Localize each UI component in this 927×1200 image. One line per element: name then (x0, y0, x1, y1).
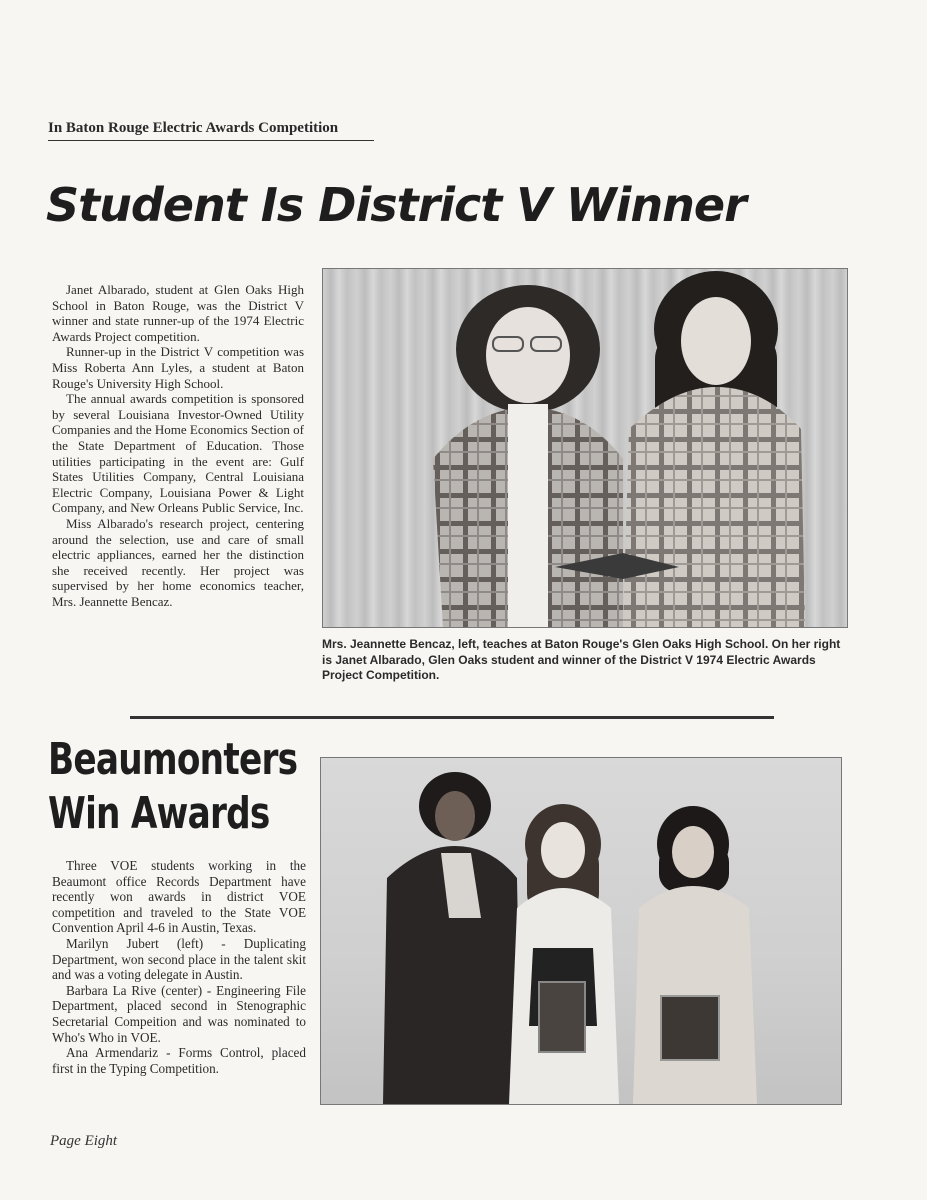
article2-paragraph: Barbara La Rive (center) - Engineering File Department, placed second in Stenographic Secretarial Compeition and was nominated to Who's Who in VOE. (52, 982, 306, 1045)
headline-line: Win Awards (48, 788, 270, 839)
article2-paragraph: Ana Armendariz - Forms Control, placed first in the Typing Competition. (52, 1045, 306, 1076)
photo1-caption: Mrs. Jeannette Bencaz, left, teaches at Baton Rouge's Glen Oaks High School. On her right is Janet Albarado, Glen Oaks student and winner of the District V 1974 Electric Awards Project Competition. (322, 637, 841, 682)
section-divider (130, 716, 774, 719)
photo-bencaz-albarado (322, 268, 848, 628)
article1-paragraph: Runner-up in the District V competition was Miss Roberta Ann Lyles, a student at Baton Rouge's University High School. (52, 344, 304, 391)
page-number: Page Eight (50, 1133, 118, 1149)
article2-paragraph: Marilyn Jubert (left) - Duplicating Department, won second place in the talent skit and was a voting delegate in Austin. (52, 935, 306, 983)
article1-paragraph: Janet Albarado, student at Glen Oaks High School in Baton Rouge, was the District V winner and state runner-up of the 1974 Electric Awards Project competition. (52, 282, 304, 344)
headline-student-winner: Student Is District V Winner (46, 178, 746, 232)
photo-voe-students (320, 757, 842, 1105)
headline-line: Beaumonters (48, 734, 298, 785)
photo-two-women-illustration (323, 269, 847, 627)
headline-beaumonters (48, 733, 297, 841)
article2-paragraph: Three VOE students working in the Beaumont office Records Department have recently won awards in district VOE competition and traveled to the State VOE Convention April 4-6 in Austin, Texas. (52, 858, 306, 936)
article2-body (52, 858, 306, 1076)
article1-body (52, 282, 304, 609)
photo-three-students-illustration (321, 758, 841, 1104)
article1-paragraph: The annual awards competition is sponsored by several Louisiana Investor-Owned Utility Companies and the Home Economics Section of the State Department of Education. Those utilities participating in the event are: Gulf States Utilities Company, Central Louisiana Electric Company, Louisiana Power & Light Company, and New Orleans Public Service, Inc. (52, 391, 305, 516)
article1-paragraph: Miss Albarado's research project, centering around the selection, use and care of small electric appliances, earned her the distinction she received recently. Her project was supervised by her home economics teacher, Mrs. Jeannette Bencaz. (52, 515, 304, 609)
section-kicker: In Baton Rouge Electric Awards Competition (48, 120, 374, 141)
